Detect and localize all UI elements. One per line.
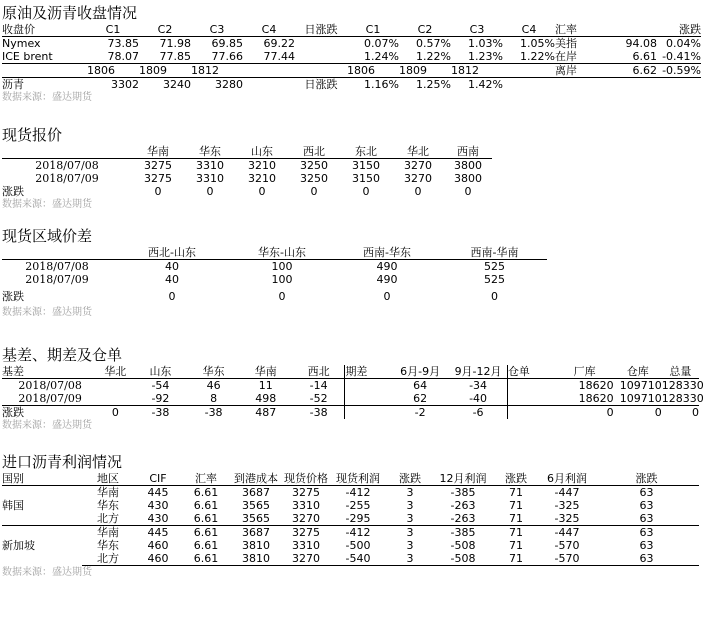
table-cell: C2 bbox=[399, 23, 451, 37]
table-cell: 11 bbox=[258, 379, 273, 392]
table-cell: 山东 bbox=[236, 145, 288, 159]
table-cell: 6.61 bbox=[632, 50, 657, 63]
table-cell: 69.85 bbox=[211, 37, 243, 50]
table-cell bbox=[243, 78, 295, 92]
table-cell: 490 bbox=[376, 273, 398, 286]
table-row bbox=[2, 37, 701, 51]
table-cell: 西南-华南 bbox=[442, 246, 547, 260]
table-row bbox=[2, 286, 547, 306]
table-cell: 71.98 bbox=[159, 37, 191, 50]
table-cell: ICE brent bbox=[2, 50, 53, 63]
table-header-row bbox=[2, 365, 699, 379]
table-cell: -570 bbox=[540, 552, 594, 566]
table-cell: 涨跌 bbox=[2, 289, 24, 303]
table-header-row bbox=[2, 145, 492, 159]
table-cell: 0.07% bbox=[364, 37, 399, 50]
table-cell: 新加坡 bbox=[2, 526, 82, 566]
table-cell: -2 bbox=[391, 406, 449, 420]
table-cell: 涨跌 bbox=[492, 472, 540, 486]
table-cell: 6.61 bbox=[193, 499, 219, 512]
table-cell: 汇率 bbox=[555, 23, 609, 37]
table-cell: 3280 bbox=[191, 78, 243, 92]
table-cell: 1.25% bbox=[399, 78, 451, 92]
table-cell: 华东 bbox=[189, 365, 239, 379]
section-title: 原油及沥青收盘情况 bbox=[2, 4, 138, 22]
table-cell: 128330 bbox=[661, 379, 704, 392]
crude-asphalt-close-section bbox=[2, 4, 701, 104]
table-cell: -447 bbox=[540, 526, 594, 540]
table-cell bbox=[507, 392, 555, 406]
table-cell: C4 bbox=[243, 23, 295, 37]
table-cell bbox=[295, 37, 347, 51]
table-cell: 3 bbox=[406, 499, 414, 512]
table-cell: 现货利润 bbox=[330, 472, 386, 486]
table-cell: 77.66 bbox=[211, 50, 243, 63]
table-cell: 1.05% bbox=[520, 37, 555, 50]
table-cell: 3270 bbox=[404, 172, 432, 185]
table-cell: -255 bbox=[345, 499, 371, 512]
table-cell: 华南 bbox=[82, 526, 134, 540]
table-cell: 3240 bbox=[139, 78, 191, 92]
table-cell: 美指 bbox=[555, 37, 577, 50]
table-cell: 8 bbox=[210, 392, 218, 405]
data-source-note: 数据来源：盛达期货 bbox=[2, 420, 92, 431]
table-cell: 0 bbox=[258, 185, 266, 198]
table-cell: 525 bbox=[484, 260, 505, 273]
table-cell: -385 bbox=[434, 526, 492, 540]
table-cell: 1.16% bbox=[347, 78, 399, 92]
table-cell: 109710 bbox=[619, 392, 662, 405]
table-cell: 涨跌 bbox=[2, 406, 98, 420]
table-cell: -508 bbox=[450, 539, 476, 552]
table-cell: 6.62 bbox=[609, 64, 657, 78]
table-row bbox=[2, 50, 701, 64]
table-cell: Nymex bbox=[2, 37, 41, 50]
table-cell bbox=[503, 64, 555, 78]
table-cell: 3250 bbox=[300, 172, 328, 185]
table-cell: 71 bbox=[492, 526, 540, 540]
table-row bbox=[2, 64, 701, 78]
table-cell: CIF bbox=[134, 472, 182, 486]
table-cell: 1812 bbox=[451, 64, 503, 78]
table-cell bbox=[345, 392, 391, 406]
table-cell: 北方 bbox=[97, 512, 119, 525]
table-cell: 63 bbox=[594, 526, 699, 540]
table-header-row bbox=[2, 472, 699, 486]
table-cell: 0 bbox=[278, 289, 286, 303]
table-cell: 3810 bbox=[230, 552, 282, 566]
table-cell: 6月-9月 bbox=[391, 365, 449, 379]
table-cell: 40 bbox=[165, 273, 179, 286]
section-title: 现货报价 bbox=[2, 126, 63, 144]
table-cell: 1.22% bbox=[416, 50, 451, 63]
table-cell: 63 bbox=[639, 499, 654, 512]
table-cell: 71 bbox=[509, 539, 523, 552]
table-row bbox=[2, 499, 699, 512]
crude-close-table bbox=[2, 23, 701, 91]
data-source-note: 数据来源：盛达期货 bbox=[2, 199, 92, 210]
table-cell: 1.24% bbox=[364, 50, 399, 63]
table-cell: 华东 bbox=[97, 499, 119, 512]
table-cell bbox=[507, 379, 555, 393]
table-cell: 国别 bbox=[2, 472, 82, 486]
table-cell bbox=[555, 78, 609, 92]
data-source-note: 数据来源：盛达期货 bbox=[2, 92, 92, 103]
table-cell bbox=[507, 406, 555, 420]
table-cell: 涨跌 bbox=[386, 472, 434, 486]
table-cell: 0 bbox=[154, 185, 162, 198]
table-cell: 3270 bbox=[404, 159, 432, 172]
table-cell: -508 bbox=[434, 552, 492, 566]
table-cell: 77.44 bbox=[263, 50, 295, 63]
table-cell: 3687 bbox=[230, 526, 282, 540]
table-cell: 厂库 bbox=[556, 365, 614, 379]
table-cell: -34 bbox=[469, 379, 488, 392]
table-cell bbox=[609, 78, 657, 92]
table-row bbox=[2, 406, 699, 420]
table-cell: 华东 bbox=[184, 145, 236, 159]
table-cell: 1806 bbox=[347, 64, 399, 78]
table-row bbox=[2, 185, 492, 198]
table-cell: 西北 bbox=[288, 145, 340, 159]
table-cell: 3 bbox=[406, 512, 414, 525]
table-header-row bbox=[2, 246, 547, 260]
table-cell: 涨跌 bbox=[657, 23, 701, 37]
table-cell: 1.42% bbox=[451, 78, 503, 92]
table-cell: 3275 bbox=[292, 486, 320, 499]
table-cell: 收盘价 bbox=[2, 23, 87, 37]
table-cell: -6 bbox=[449, 406, 507, 420]
table-cell: 3275 bbox=[144, 172, 172, 185]
table-cell: 3275 bbox=[144, 159, 172, 172]
table-cell: 西北 bbox=[293, 365, 345, 379]
regional-spread-section bbox=[2, 227, 547, 319]
table-cell: 100 bbox=[271, 273, 293, 286]
table-row bbox=[2, 172, 492, 185]
table-cell: -447 bbox=[554, 486, 580, 499]
table-cell: -325 bbox=[554, 512, 580, 525]
table-row bbox=[2, 486, 699, 500]
table-cell: 2018/07/09 bbox=[18, 392, 82, 405]
table-cell: 到港成本 bbox=[230, 472, 282, 486]
table-cell: 2018/07/08 bbox=[25, 260, 89, 273]
table-cell: -52 bbox=[309, 392, 328, 405]
table-cell: 1809 bbox=[139, 64, 191, 78]
table-cell: 0 bbox=[614, 406, 662, 420]
import-profit-section bbox=[2, 453, 699, 579]
table-cell: 3270 bbox=[282, 552, 330, 566]
table-cell: 东北 bbox=[340, 145, 392, 159]
table-cell: 韩国 bbox=[2, 499, 24, 512]
table-cell: 0 bbox=[362, 185, 370, 198]
table-cell bbox=[345, 379, 391, 393]
table-cell: 63 bbox=[639, 539, 654, 552]
table-cell: 0 bbox=[383, 289, 391, 303]
table-cell: 在岸 bbox=[555, 50, 577, 63]
table-cell: 430 bbox=[147, 499, 169, 512]
table-cell: 69.22 bbox=[263, 37, 295, 50]
table-cell: 期差 bbox=[345, 365, 391, 379]
table-row bbox=[2, 539, 699, 552]
table-cell: 73.85 bbox=[107, 37, 139, 50]
table-cell: 1806 bbox=[87, 64, 139, 78]
data-source-note: 数据来源：盛达期货 bbox=[2, 307, 92, 318]
table-cell: 0 bbox=[491, 289, 498, 303]
table-cell: 78.07 bbox=[107, 50, 139, 63]
table-cell: 71 bbox=[509, 512, 523, 525]
table-cell bbox=[295, 64, 347, 78]
table-cell: 西南-华东 bbox=[332, 246, 442, 260]
table-cell: -263 bbox=[450, 499, 476, 512]
table-row bbox=[2, 552, 699, 566]
table-cell: 华北 bbox=[98, 365, 132, 379]
table-cell: 1809 bbox=[399, 64, 451, 78]
table-cell: 华南 bbox=[132, 145, 184, 159]
table-cell: 12月利润 bbox=[434, 472, 492, 486]
table-cell: 2018/07/08 bbox=[35, 159, 99, 172]
spot-quote-table bbox=[2, 145, 492, 198]
table-cell: 0 bbox=[206, 185, 214, 198]
table-cell: -54 bbox=[151, 379, 170, 392]
table-cell: 3 bbox=[386, 552, 434, 566]
table-cell: -385 bbox=[450, 486, 476, 499]
table-cell: 109710 bbox=[619, 379, 662, 392]
table-cell: -295 bbox=[345, 512, 371, 525]
table-row bbox=[2, 512, 699, 526]
table-cell: 18620 bbox=[578, 379, 614, 392]
table-cell: -0.41% bbox=[662, 50, 701, 63]
data-source-note: 数据来源：盛达期货 bbox=[2, 567, 92, 578]
table-cell: 62 bbox=[413, 392, 428, 405]
table-cell: 2018/07/09 bbox=[25, 273, 89, 286]
table-cell: 0 bbox=[310, 185, 318, 198]
table-cell bbox=[2, 64, 87, 78]
table-cell: -500 bbox=[345, 539, 371, 552]
table-cell: 3687 bbox=[242, 486, 270, 499]
table-cell: 445 bbox=[134, 526, 182, 540]
table-cell: -325 bbox=[554, 499, 580, 512]
table-cell: 46 bbox=[206, 379, 221, 392]
table-cell: 2018/07/09 bbox=[35, 172, 99, 185]
table-row bbox=[2, 379, 699, 393]
table-cell: 离岸 bbox=[555, 64, 609, 78]
table-row bbox=[2, 159, 492, 173]
table-cell: 3 bbox=[406, 486, 414, 499]
table-cell: 63 bbox=[639, 486, 654, 499]
table-cell: 3210 bbox=[248, 159, 276, 172]
table-cell: 64 bbox=[413, 379, 428, 392]
table-cell: 日涨跌 bbox=[295, 78, 347, 92]
table-cell: 3150 bbox=[352, 172, 380, 185]
table-cell: 0 bbox=[168, 289, 176, 303]
table-cell: 3 bbox=[386, 526, 434, 540]
table-cell: 仓库 bbox=[614, 365, 662, 379]
section-title: 基差、期差及仓单 bbox=[2, 346, 123, 364]
table-cell bbox=[98, 392, 132, 406]
table-cell: 6.61 bbox=[193, 539, 219, 552]
table-cell: 基差 bbox=[2, 365, 98, 379]
table-cell: 3250 bbox=[300, 159, 328, 172]
table-cell: 3310 bbox=[292, 539, 320, 552]
table-cell: 日涨跌 bbox=[295, 23, 347, 37]
table-cell: 0.04% bbox=[666, 37, 701, 50]
spot-quote-section bbox=[2, 126, 492, 211]
table-cell: 现货价格 bbox=[284, 472, 328, 485]
table-cell bbox=[2, 246, 112, 260]
table-row bbox=[2, 260, 547, 274]
table-cell: 0 bbox=[662, 406, 699, 420]
table-cell: C3 bbox=[451, 23, 503, 37]
table-row bbox=[2, 273, 547, 286]
table-cell: -0.59% bbox=[657, 64, 701, 78]
table-cell: 6.61 bbox=[193, 486, 219, 499]
table-cell: 128330 bbox=[661, 392, 704, 405]
table-cell: 华南 bbox=[239, 365, 293, 379]
table-cell: C4 bbox=[503, 23, 555, 37]
table-cell: -38 bbox=[189, 406, 239, 420]
table-cell: 0 bbox=[464, 185, 472, 198]
table-cell: C2 bbox=[139, 23, 191, 37]
table-cell: 6.61 bbox=[193, 512, 219, 525]
section-title: 现货区域价差 bbox=[2, 227, 93, 245]
table-cell: 3150 bbox=[352, 159, 380, 172]
section-title: 进口沥青利润情况 bbox=[2, 453, 123, 471]
table-cell: 525 bbox=[484, 273, 505, 286]
table-cell: 1812 bbox=[191, 64, 243, 78]
table-cell: 3810 bbox=[242, 539, 270, 552]
table-cell: -570 bbox=[554, 539, 580, 552]
table-header-row bbox=[2, 23, 701, 37]
table-cell: 487 bbox=[239, 406, 293, 420]
table-cell: 3310 bbox=[196, 172, 224, 185]
table-cell: -412 bbox=[345, 486, 371, 499]
table-cell: 1.23% bbox=[468, 50, 503, 63]
table-cell: -38 bbox=[293, 406, 345, 420]
table-cell: 0 bbox=[98, 406, 132, 420]
table-cell: C3 bbox=[191, 23, 243, 37]
table-cell bbox=[295, 50, 347, 64]
import-profit-table bbox=[2, 472, 699, 566]
table-cell: 仓单 bbox=[507, 365, 555, 379]
table-cell bbox=[609, 23, 657, 37]
table-cell: 华东 bbox=[97, 539, 119, 552]
table-row bbox=[2, 526, 699, 540]
table-cell: 3 bbox=[406, 539, 414, 552]
table-cell: 总量 bbox=[662, 365, 699, 379]
table-row bbox=[2, 78, 701, 92]
table-cell: C1 bbox=[87, 23, 139, 37]
table-cell: 71 bbox=[509, 486, 523, 499]
table-cell: C1 bbox=[347, 23, 399, 37]
table-cell: 涨跌 bbox=[2, 185, 24, 198]
table-cell bbox=[503, 78, 555, 92]
table-cell: 涨跌 bbox=[594, 472, 699, 486]
table-cell: 430 bbox=[147, 512, 169, 525]
table-cell: 40 bbox=[165, 260, 179, 273]
table-cell: 汇率 bbox=[182, 472, 230, 486]
basis-spread-warrant-table bbox=[2, 365, 704, 419]
table-cell: 18620 bbox=[578, 392, 614, 405]
table-cell: 华南 bbox=[97, 486, 119, 499]
table-cell: 460 bbox=[147, 539, 169, 552]
table-cell: 华北 bbox=[392, 145, 444, 159]
table-cell: 0 bbox=[556, 406, 614, 420]
table-cell: 1.22% bbox=[520, 50, 555, 63]
table-cell: -38 bbox=[132, 406, 188, 420]
table-cell: 西北-山东 bbox=[112, 246, 232, 260]
table-cell: -540 bbox=[330, 552, 386, 566]
table-cell: 63 bbox=[594, 552, 699, 566]
table-cell: 498 bbox=[255, 392, 277, 405]
table-cell: 71 bbox=[492, 552, 540, 566]
table-cell: 沥青 bbox=[2, 78, 87, 92]
table-cell: 94.08 bbox=[625, 37, 657, 50]
table-cell: 3800 bbox=[454, 172, 482, 185]
table-cell: 1.03% bbox=[468, 37, 503, 50]
table-cell: 77.85 bbox=[159, 50, 191, 63]
table-cell: 西南 bbox=[444, 145, 492, 159]
basis-spread-warrant-section bbox=[2, 346, 704, 432]
table-cell: 3210 bbox=[248, 172, 276, 185]
table-cell: 0 bbox=[414, 185, 422, 198]
table-cell: -412 bbox=[330, 526, 386, 540]
table-cell: 北方 bbox=[82, 552, 134, 566]
table-cell bbox=[243, 64, 295, 78]
table-cell: 3310 bbox=[292, 499, 320, 512]
table-cell: 3565 bbox=[242, 499, 270, 512]
table-cell: 山东 bbox=[132, 365, 188, 379]
table-cell bbox=[98, 379, 132, 393]
table-cell: 71 bbox=[509, 499, 523, 512]
table-cell: 地区 bbox=[82, 472, 134, 486]
table-cell: 3800 bbox=[454, 159, 482, 172]
table-cell: 3275 bbox=[282, 526, 330, 540]
table-cell: 6.61 bbox=[182, 552, 230, 566]
table-cell: 0.57% bbox=[416, 37, 451, 50]
table-cell: 3565 bbox=[242, 512, 270, 525]
regional-spread-table bbox=[2, 246, 547, 306]
table-cell bbox=[657, 78, 701, 92]
table-cell: 460 bbox=[134, 552, 182, 566]
table-cell: 6.61 bbox=[182, 526, 230, 540]
table-cell: 490 bbox=[376, 260, 398, 273]
table-cell bbox=[2, 145, 132, 159]
table-cell: 3302 bbox=[87, 78, 139, 92]
table-cell: 63 bbox=[639, 512, 654, 525]
table-cell: -263 bbox=[450, 512, 476, 525]
table-row bbox=[2, 392, 699, 406]
table-cell: -14 bbox=[309, 379, 328, 392]
table-cell: 2018/07/08 bbox=[18, 379, 82, 392]
table-cell: 华东-山东 bbox=[232, 246, 332, 260]
table-cell: 3270 bbox=[292, 512, 320, 525]
table-cell: 9月-12月 bbox=[449, 365, 507, 379]
table-cell: -40 bbox=[469, 392, 488, 405]
table-cell bbox=[345, 406, 391, 420]
table-cell: 100 bbox=[271, 260, 293, 273]
table-cell: 3310 bbox=[196, 159, 224, 172]
table-cell: -92 bbox=[151, 392, 170, 405]
table-cell: 6月利润 bbox=[540, 472, 594, 486]
table-cell: 445 bbox=[147, 486, 169, 499]
